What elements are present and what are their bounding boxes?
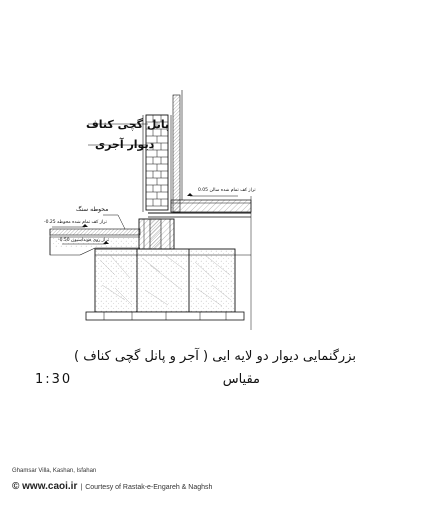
label-level-ground: تراز روی فونداسیون 0.50-: [58, 238, 110, 243]
label-level-finished-yard: تراز کف تمام شده محوطه 0.25-: [44, 220, 107, 225]
stone-foundation: [86, 249, 244, 320]
caption-credit: [12, 481, 212, 492]
wall-footing-block: [139, 219, 174, 249]
site-link[interactable]: © www.caoi.ir: [12, 481, 78, 492]
scale-value: 1:30: [35, 372, 73, 387]
label-stone-yard: محوطه سنگ: [76, 206, 109, 213]
label-gypsum-panel: پانل گچی کناف: [86, 118, 170, 131]
caption-separator: |: [80, 484, 83, 491]
label-brick-wall: دیوار آجری: [95, 138, 155, 151]
drawing-title: بزرگنمایی دیوار دو لایه ایی ( آجر و پانل گچی کناف ): [74, 349, 356, 364]
scale-label: مقیاس: [222, 372, 260, 387]
gypsum-panel-layer: [173, 90, 182, 212]
caption-location: Ghamsar Villa, Kashan, Isfahan: [12, 468, 97, 474]
caption-courtesy: Courtesy of Rastak-e-Engareh & Naghsh: [85, 484, 213, 491]
label-level-inner-floor: تراز کف تمام شده سالن 0.05: [198, 188, 256, 193]
